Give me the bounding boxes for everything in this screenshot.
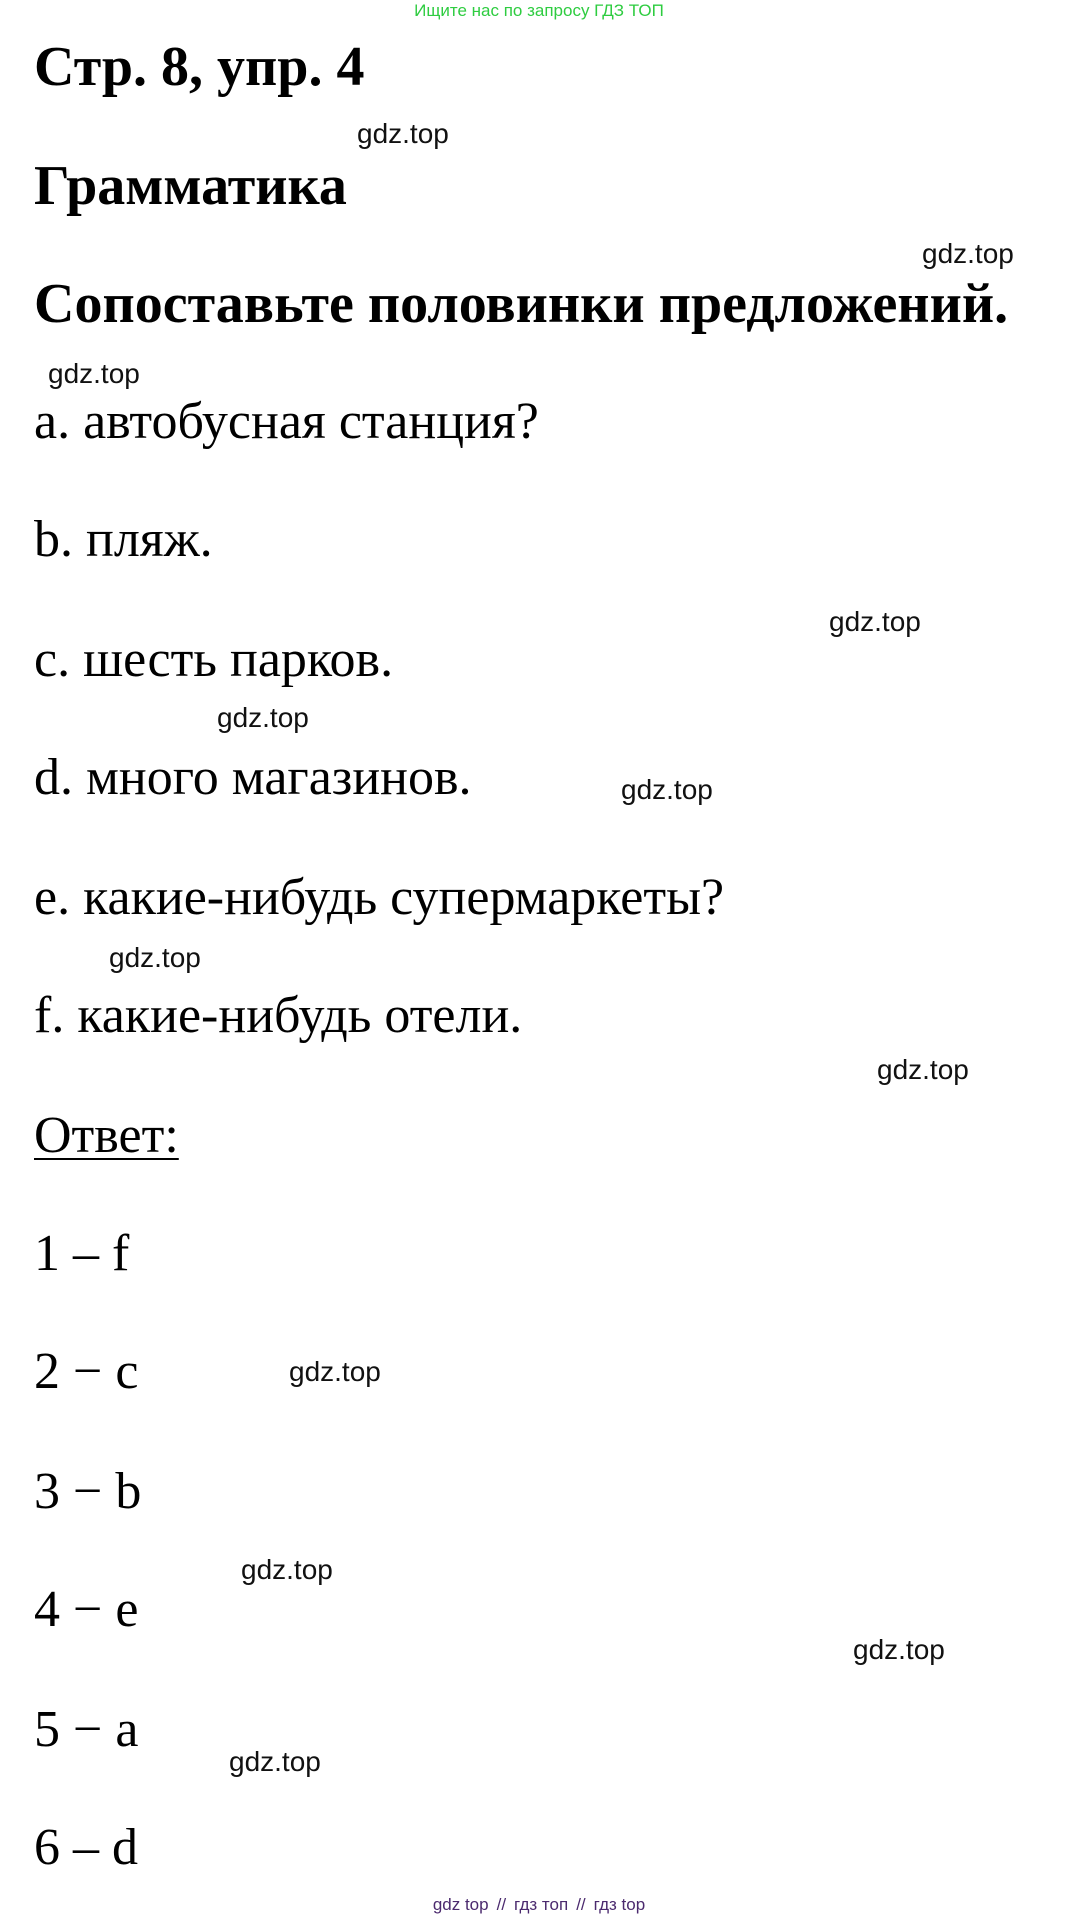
list-item-d: d. много магазинов. [34, 749, 472, 806]
watermark: gdz.top [109, 942, 201, 973]
watermark: gdz.top [621, 774, 713, 805]
footer-link-gdz-top-mixed[interactable]: гдз top [593, 1895, 646, 1914]
answer-label: Ответ: [34, 1107, 179, 1164]
answer-line-2: 2 − c [34, 1343, 139, 1400]
answer-line-1: 1 – f [34, 1225, 130, 1282]
watermark: gdz.top [229, 1746, 321, 1777]
watermark: gdz.top [829, 606, 921, 637]
answer-line-5: 5 − a [34, 1701, 139, 1758]
watermark: gdz.top [241, 1554, 333, 1585]
section-title: Грамматика [34, 155, 347, 217]
footer-separator: // [576, 1895, 586, 1914]
footer-links [0, 1894, 1078, 1916]
footer-link-gdz-top[interactable]: gdz top [432, 1895, 489, 1914]
task-instruction: Сопоставьте половинки предложений. [34, 273, 1009, 335]
list-item-a: a. автобусная станция? [34, 393, 539, 450]
answer-line-6: 6 – d [34, 1819, 138, 1876]
watermark: gdz.top [357, 118, 449, 149]
list-item-c: c. шесть парков. [34, 631, 394, 688]
list-item-b: b. пляж. [34, 511, 213, 568]
footer-separator: // [496, 1895, 507, 1914]
list-item-f: f. какие-нибудь отели. [34, 987, 523, 1044]
page-title: Стр. 8, упр. 4 [34, 36, 365, 98]
watermark: gdz.top [877, 1054, 969, 1085]
watermark: gdz.top [922, 238, 1014, 269]
watermark: gdz.top [289, 1356, 381, 1387]
list-item-e: e. какие-нибудь супермаркеты? [34, 869, 725, 926]
watermark: gdz.top [853, 1634, 945, 1665]
top-banner: Ищите нас по запросу ГДЗ ТОП [414, 1, 664, 20]
watermark: gdz.top [217, 702, 309, 733]
answer-line-4: 4 − e [34, 1581, 139, 1638]
watermark: gdz.top [48, 358, 140, 389]
answer-line-3: 3 − b [34, 1463, 142, 1520]
footer-link-gdz-top-ru[interactable]: гдз топ [514, 1895, 569, 1914]
